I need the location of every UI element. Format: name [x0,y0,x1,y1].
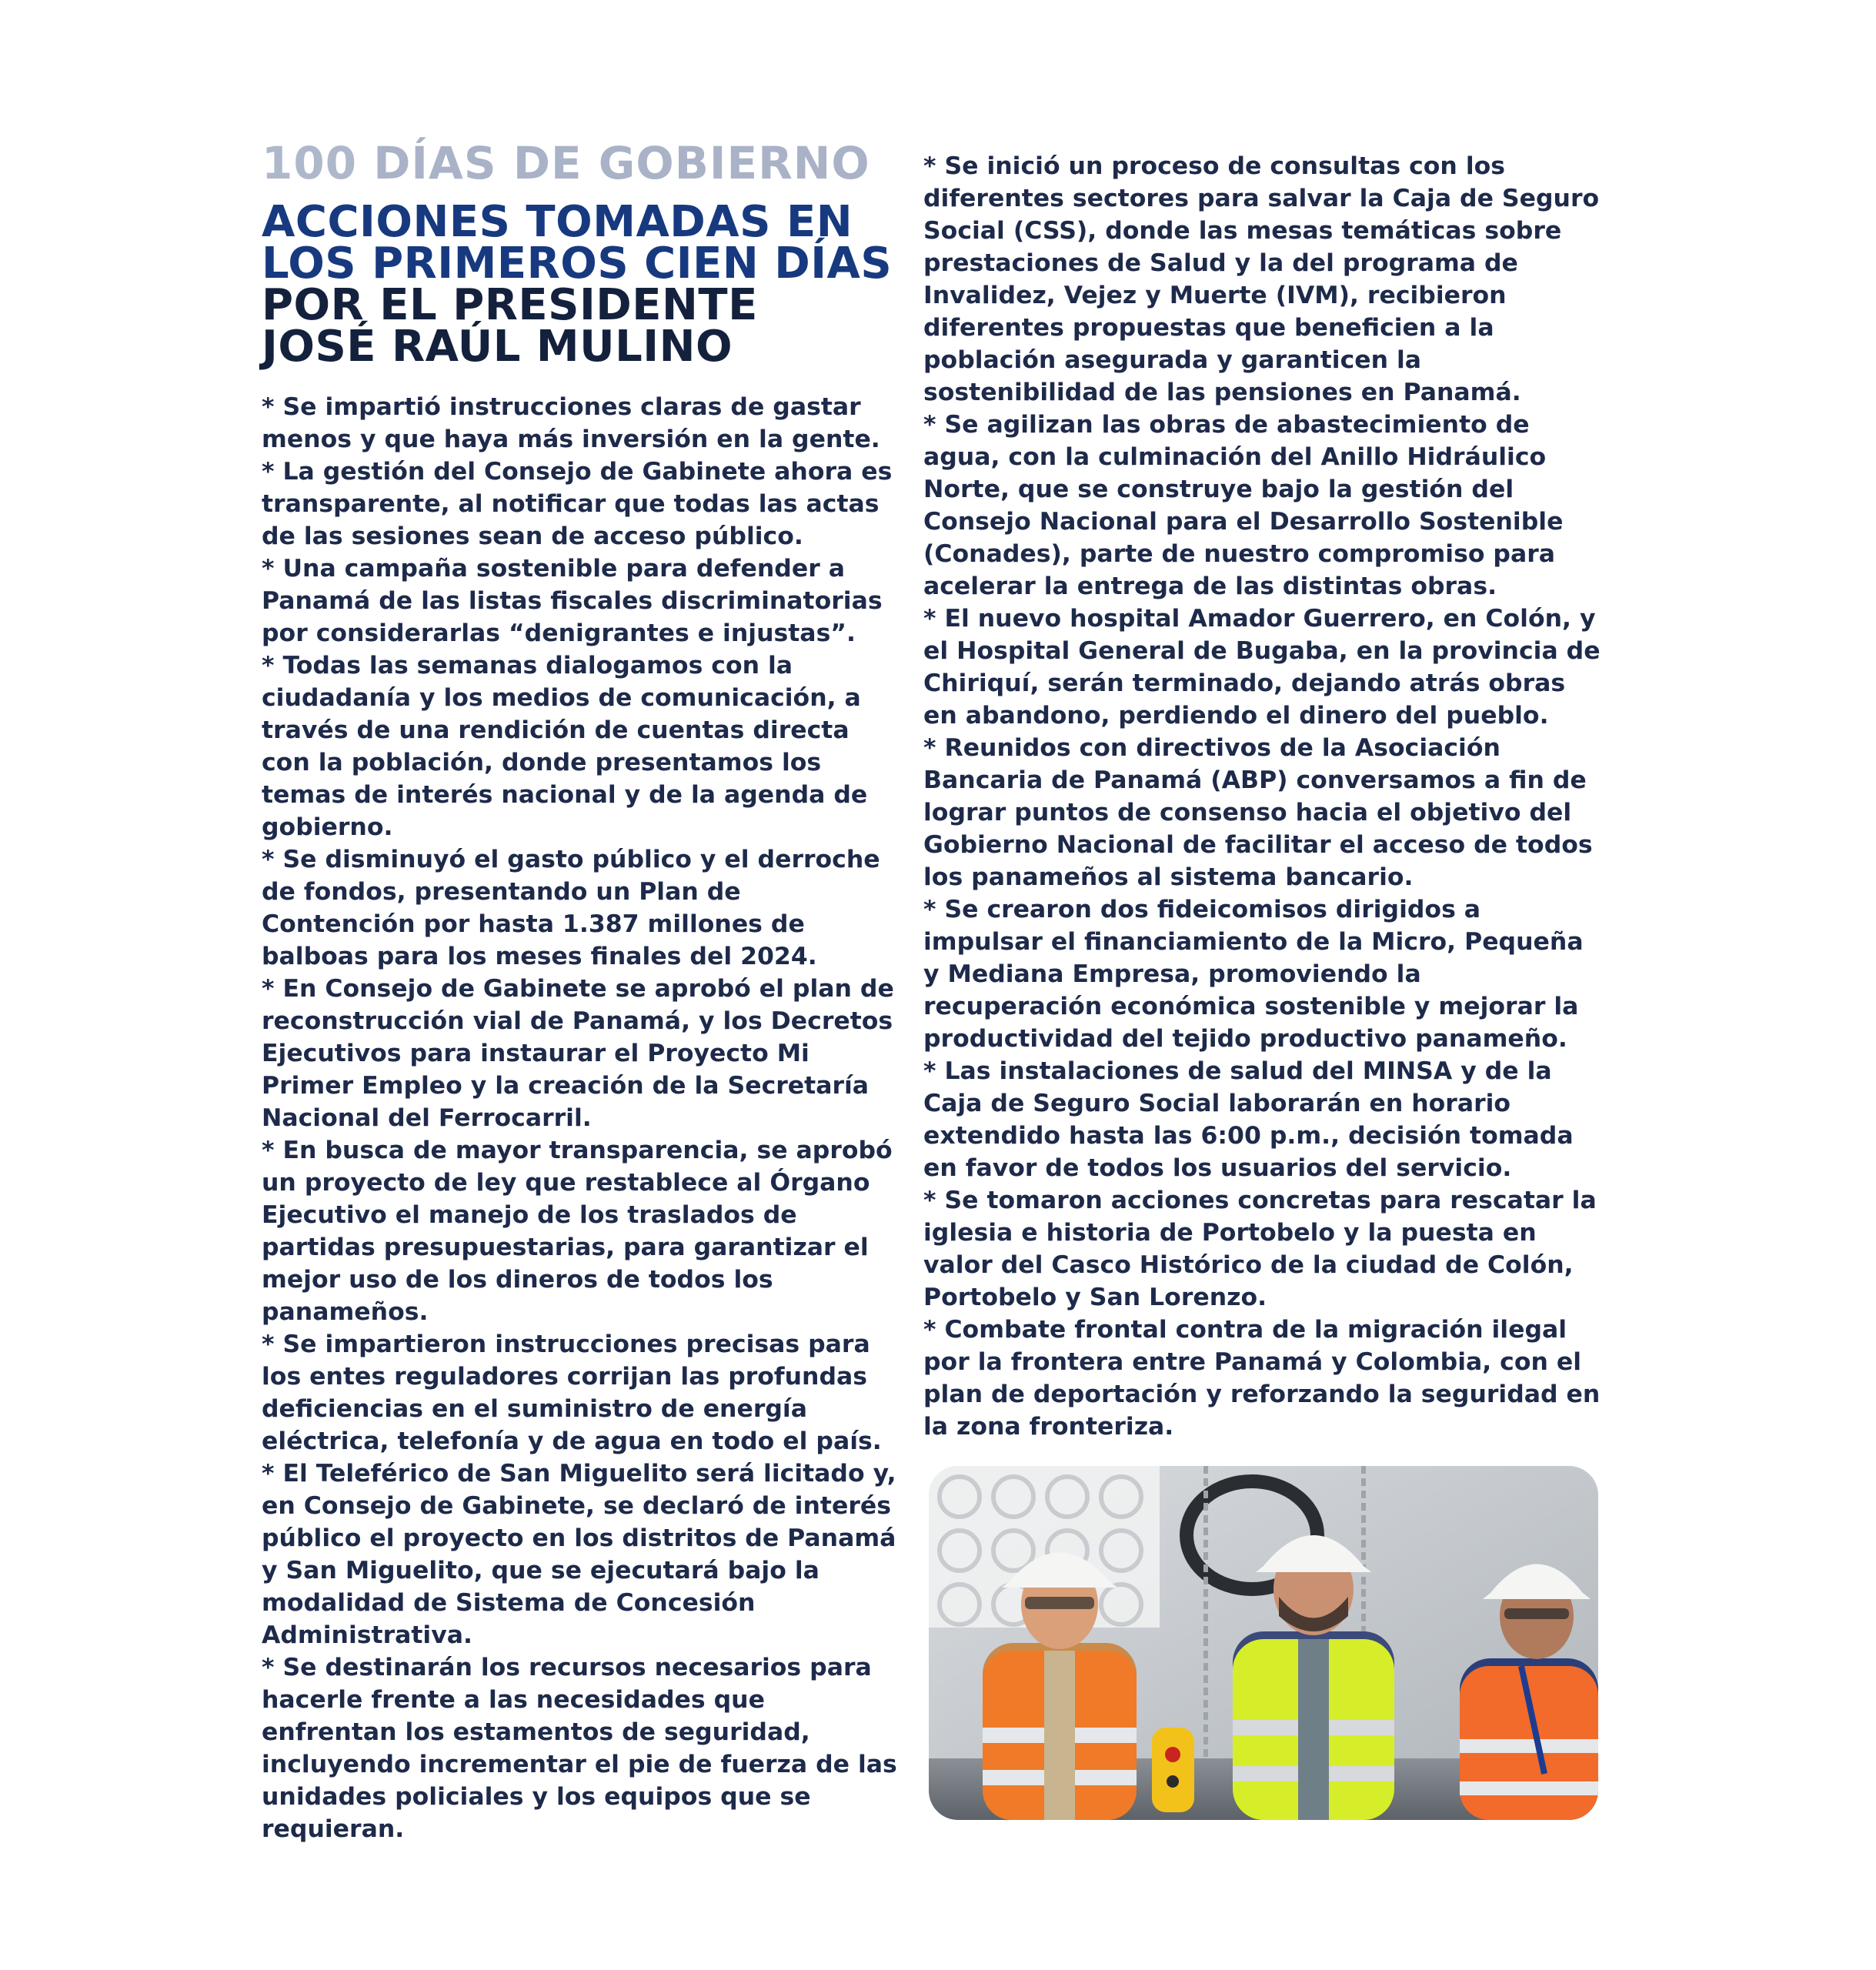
list-item: * Se inició un proceso de consultas con los diferentes sectores para salvar la Caja de Seguro Social (CSS), donde las mesas temáticas sobre prestaciones de Salud y la del programa de Invalidez, Vejez y Muerte (IVM), recibieron diferentes propuestas que beneficien a la población asegurada y garanticen la sostenibilidad de las pensiones en Panamá. [923,152,1600,406]
list-item: * Se impartió instrucciones claras de gastar menos y que haya más inversión en la gente. [262,393,880,453]
headline-line: POR EL PRESIDENTE [262,280,758,330]
headline-line: ACCIONES TOMADAS EN [262,197,853,247]
list-item: * Reunidos con directivos de la Asociación Bancaria de Panamá (ABP) conversamos a fin de lograr puntos de consenso hacia el objetivo del Gobierno Nacional de facilitar el acceso de todos los panameños al sistema bancario. [923,734,1593,891]
list-item: * Se agilizan las obras de abastecimiento de agua, con la culminación del Anillo Hidráulico Norte, que se construye bajo la gestión del Consejo Nacional para el Desarrollo Sostenible (Conades), parte de nuestro compromiso para acelerar la entrega de las distintas obras. [923,411,1564,600]
headline-line: JOSÉ RAÚL MULINO [262,322,733,372]
kicker-text: DÍAS DE GOBIERNO [357,137,870,189]
left-action-list [262,391,900,1845]
list-item: * Se destinarán los recursos necesarios para hacerle frente a las necesidades que enfrentan los estamentos de seguridad, incluyendo incrementar el pie de fuerza de las unidades policiales y los equipos que se requieran. [262,1654,897,1843]
list-item: * Se disminuyó el gasto público y el derroche de fondos, presentando un Plan de Contención por hasta 1.387 millones de balboas para los meses finales del 2024. [262,846,880,970]
list-item: * Se crearon dos fideicomisos dirigidos a impulsar el financiamiento de la Micro, Pequeña y Mediana Empresa, promoviendo la recuperación económica sostenible y mejorar la productividad del tejido productivo panameño. [923,896,1584,1053]
list-item: * En Consejo de Gabinete se aprobó el plan de reconstrucción vial de Panamá, y los Decretos Ejecutivos para instaurar el Proyecto Mi Primer Empleo y la creación de la Secretaría Nacional del Ferrocarril. [262,975,894,1132]
headline [262,197,900,372]
list-item: * La gestión del Consejo de Gabinete ahora es transparente, al notificar que todas las actas de las sesiones sean de acceso público. [262,458,893,550]
list-item: * Se tomaron acciones concretas para rescatar la iglesia e historia de Portobelo y la puesta en valor del Casco Histórico de la ciudad de Colón, Portobelo y San Lorenzo. [923,1187,1597,1311]
section-kicker [262,139,900,188]
list-item: * Una campaña sostenible para defender a Panamá de las listas fiscales discriminatorias por considerarlas “denigrantes e injustas”. [262,555,883,647]
workers-photo [929,1466,1598,1820]
right-column [923,150,1601,1443]
list-item: * En busca de mayor transparencia, se aprobó un proyecto de ley que restablece al Órgano Ejecutivo el manejo de los traslados de partidas presupuestarias, para garantizar el mejor uso de los dineros de todos los panameños. [262,1137,893,1326]
list-item: * El nuevo hospital Amador Guerrero, en Colón, y el Hospital General de Bugaba, en la provincia de Chiriquí, serán terminado, dejando atrás obras en abandono, perdiendo el dinero del pueblo. [923,605,1601,730]
list-item: * Todas las semanas dialogamos con la ciudadanía y los medios de comunicación, a través de una rendición de cuentas directa con la población, donde presentamos los temas de interés nacional y de la agenda de gobierno. [262,652,868,841]
right-action-list [923,150,1601,1443]
list-item: * Las instalaciones de salud del MINSA y de la Caja de Seguro Social laborarán en horario extendido hasta las 6:00 p.m., decisión tomada en favor de todos los usuarios del servicio. [923,1057,1574,1182]
headline-line: LOS PRIMEROS CIEN DÍAS [262,239,893,289]
list-item: * Combate frontal contra de la migración ilegal por la frontera entre Panamá y Colombia, con el plan de deportación y reforzando la seguridad en la zona fronteriza. [923,1316,1601,1441]
list-item: * Se impartieron instrucciones precisas para los entes reguladores corrijan las profundas deficiencias en el suministro de energía eléctrica, telefonía y de agua en todo el país. [262,1331,882,1455]
left-column [262,139,900,1845]
kicker-number: 100 [262,137,358,189]
list-item: * El Teleférico de San Miguelito será licitado y, en Consejo de Gabinete, se declaró de interés público el proyecto en los distritos de Panamá y San Miguelito, que se ejecutará bajo la modalidad de Sistema de Concesión Administrativa. [262,1460,896,1649]
